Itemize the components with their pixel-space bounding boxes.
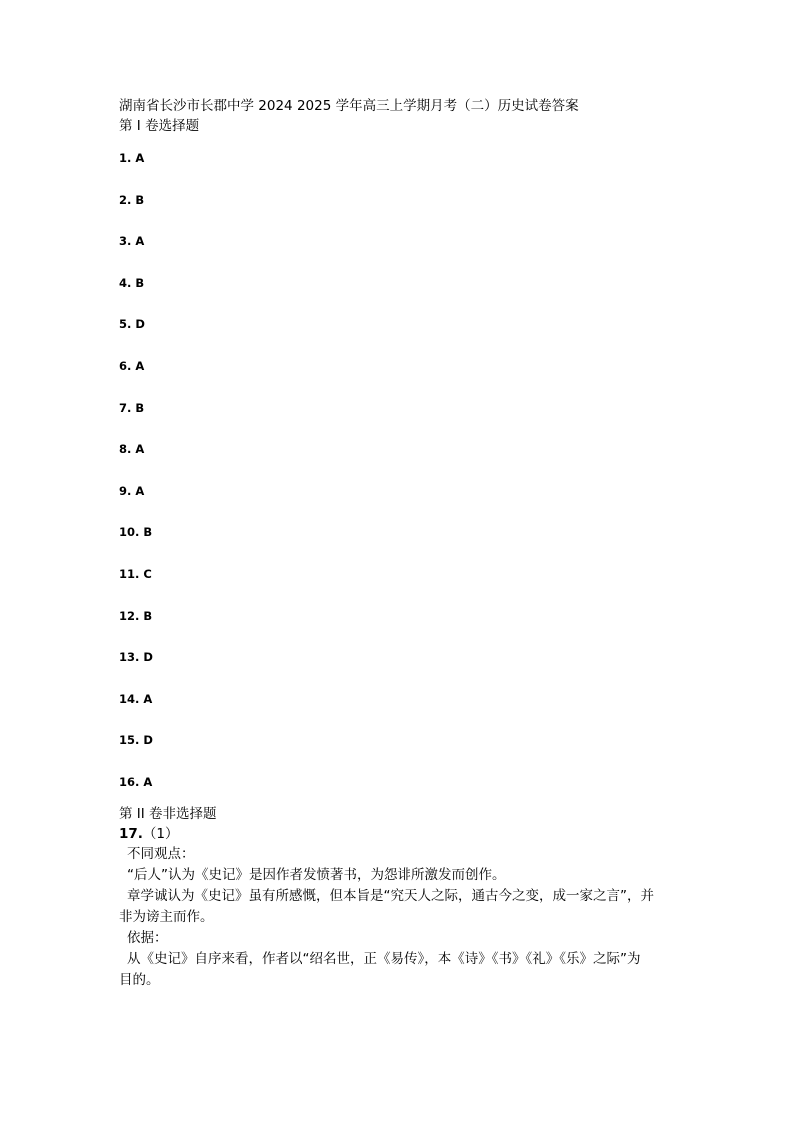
answer-number: 9. xyxy=(119,483,132,498)
answer-number: 1. xyxy=(119,151,132,165)
document-page xyxy=(119,96,689,991)
answer-text-line: 非为谤主而作。 xyxy=(119,908,214,925)
answer-item xyxy=(119,314,689,356)
answer-text-line: “后人”认为《史记》是因作者发愤著书，为怨诽所激发而创作。 xyxy=(127,866,506,883)
question-17-heading xyxy=(119,824,689,844)
answer-letter: A xyxy=(135,483,145,498)
answer-letter: A xyxy=(135,234,145,249)
answer-item xyxy=(119,606,689,648)
answer-item xyxy=(119,231,689,273)
answer-item xyxy=(119,481,689,523)
answer-number: 15. xyxy=(119,733,140,748)
answer-item xyxy=(119,522,689,564)
answer-item xyxy=(119,273,689,315)
answer-number: 14. xyxy=(119,691,140,706)
answer-letter: C xyxy=(143,566,152,581)
answer-text-line: 从《史记》自序来看，作者以“绍名世，正《易传》，本《诗》《书》《礼》《乐》之际”为 xyxy=(127,950,641,967)
answer-number: 7. xyxy=(119,400,132,415)
question-part: （1） xyxy=(142,825,179,842)
answer-item xyxy=(119,439,689,481)
answer-number: 13. xyxy=(119,650,140,665)
answer-text-line: 不同观点： xyxy=(127,845,195,862)
answer-text-line: 目的。 xyxy=(119,971,160,988)
section-heading-nonchoice: 第 II 卷非选择题 xyxy=(119,805,217,822)
answer-number: 2. xyxy=(119,192,132,207)
answer-number: 10. xyxy=(119,525,140,540)
answer-number: 4. xyxy=(119,275,132,290)
answer-letter: B xyxy=(143,525,153,540)
answer-item xyxy=(119,190,689,232)
answer-item xyxy=(119,398,689,440)
answer-letter: D xyxy=(143,650,153,665)
answer-text-line: 章学诚认为《史记》虽有所感慨，但本旨是“究天人之际，通古今之变，成一家之言”，并 xyxy=(127,887,654,904)
answer-letter: B xyxy=(135,400,145,415)
answer-text-line: 依据： xyxy=(127,929,168,946)
answer-letter: D xyxy=(135,317,145,332)
section-heading-choice: 第 I 卷选择题 xyxy=(119,118,200,134)
answer-number: 11. xyxy=(119,566,140,581)
answer-number: 16. xyxy=(119,774,140,789)
question-number: 17. xyxy=(119,825,143,842)
answer-letter: B xyxy=(135,192,145,207)
answer-item xyxy=(119,564,689,606)
answer-number: 5. xyxy=(119,317,132,332)
answer-letter: B xyxy=(143,608,153,623)
answer-item xyxy=(119,772,689,804)
answer-letter: A xyxy=(143,774,153,789)
answer-letter: A xyxy=(135,358,145,373)
answer-number: 3. xyxy=(119,234,132,249)
answer-number: 8. xyxy=(119,442,132,457)
answer-item xyxy=(119,356,689,398)
document-title: 湖南省长沙市长郡中学 2024 2025 学年高三上学期月考（二）历史试卷答案 xyxy=(119,98,579,114)
answer-letter: B xyxy=(135,275,145,290)
answer-item xyxy=(119,689,689,731)
answer-item xyxy=(119,148,689,190)
answer-letter: A xyxy=(135,442,145,457)
answer-letter: A xyxy=(135,151,145,165)
answer-item xyxy=(119,647,689,689)
answer-letter: A xyxy=(143,691,153,706)
answer-item xyxy=(119,730,689,772)
answer-letter: D xyxy=(143,733,153,748)
answer-number: 12. xyxy=(119,608,140,623)
answer-number: 6. xyxy=(119,358,132,373)
answer-list xyxy=(119,148,689,804)
